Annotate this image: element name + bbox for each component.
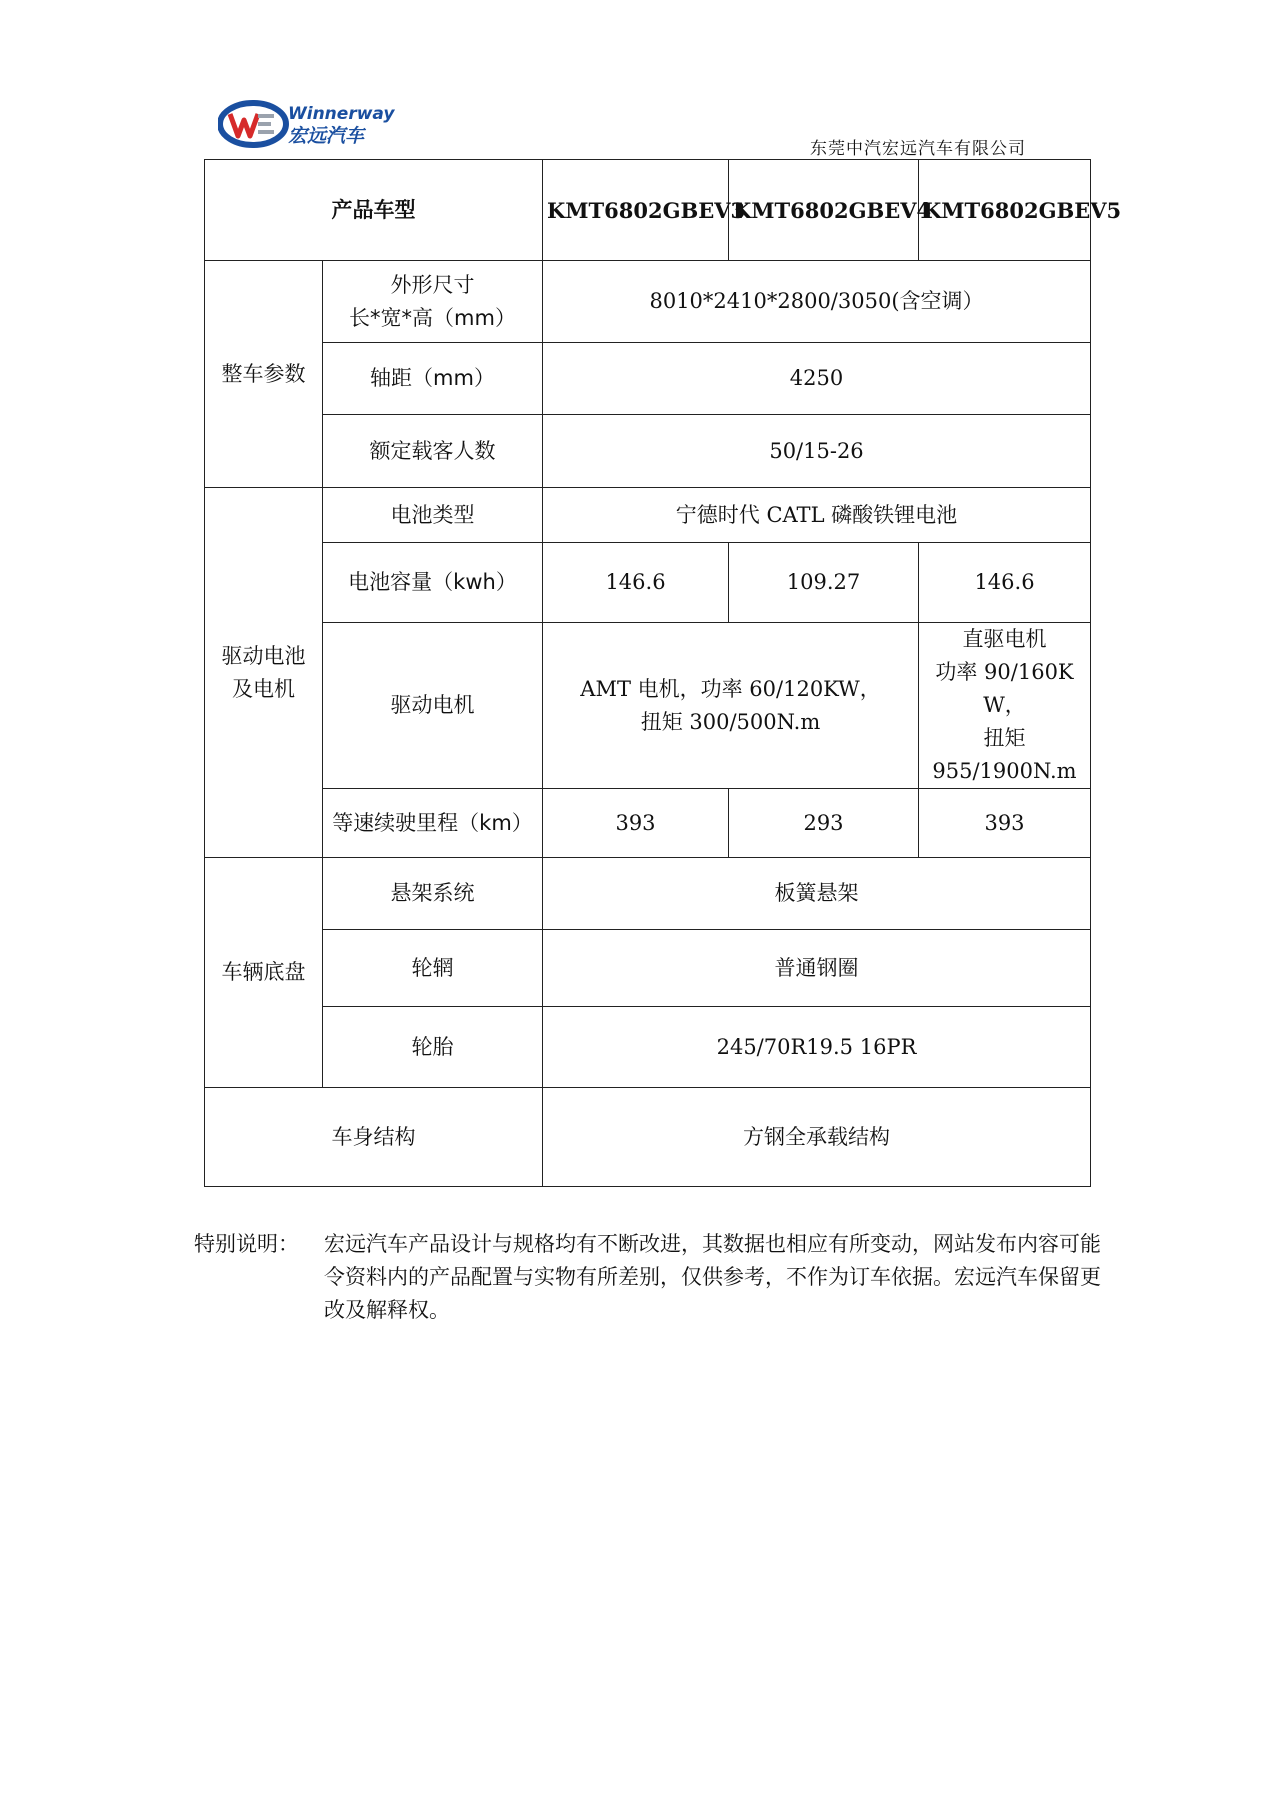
value-motor-v3-v4-line2: 扭矩 300/500N.m xyxy=(640,709,821,734)
category-drive xyxy=(205,488,323,858)
header-model-v3: KMT6802GBEV3 xyxy=(543,160,729,261)
label-range: 等速续驶里程（km） xyxy=(323,789,543,858)
value-motor-v5-line2: 功率 90/160KW， xyxy=(935,660,1074,717)
special-note-label: 特别说明： xyxy=(194,1232,299,1256)
value-motor-v3-v4-line1: AMT 电机，功率 60/120KW， xyxy=(580,676,881,701)
value-suspension: 板簧悬架 xyxy=(543,858,1091,930)
label-dimensions-line2: 长*宽*高（mm） xyxy=(349,305,516,330)
value-capacity-v3: 146.6 xyxy=(543,543,729,623)
table-row-dimensions xyxy=(205,261,1091,343)
value-capacity-v5: 146.6 xyxy=(919,543,1091,623)
value-motor-v3-v4 xyxy=(543,623,919,789)
header-model-v5: KMT6802GBEV5 xyxy=(919,160,1091,261)
label-motor: 驱动电机 xyxy=(323,623,543,789)
table-row-rim xyxy=(205,930,1091,1007)
label-dimensions-line1: 外形尺寸 xyxy=(390,272,475,297)
table-row-tire xyxy=(205,1007,1091,1088)
value-rim: 普通钢圈 xyxy=(543,930,1091,1007)
table-row-capacity xyxy=(205,543,1091,623)
table-row-battery-type xyxy=(205,488,1091,543)
header-product-model: 产品车型 xyxy=(205,160,543,261)
value-battery-type: 宁德时代 CATL 磷酸铁锂电池 xyxy=(543,488,1091,543)
value-range-v4: 293 xyxy=(729,789,919,858)
table-row-passengers xyxy=(205,415,1091,488)
value-motor-v5-line1: 直驱电机 xyxy=(962,627,1047,651)
label-capacity: 电池容量（kwh） xyxy=(323,543,543,623)
logo-brand-cn: 宏远汽车 xyxy=(288,125,365,147)
special-note-text: 宏远汽车产品设计与规格均有不断改进，其数据也相应有所变动，网站发布内容可能令资料内的产品配置与实物有所差别，仅供参考，不作为订车依据。宏远汽车保留更改及解释权。 xyxy=(324,1232,1101,1322)
logo-brand-en: Winnerway xyxy=(288,104,395,124)
table-row-range xyxy=(205,789,1091,858)
company-name: 东莞中汽宏远汽车有限公司 xyxy=(810,139,1026,159)
value-passengers: 50/15-26 xyxy=(543,415,1091,488)
category-vehicle: 整车参数 xyxy=(205,261,323,488)
value-capacity-v4: 109.27 xyxy=(729,543,919,623)
table-row-motor xyxy=(205,623,1091,789)
header-model-v4: KMT6802GBEV4 xyxy=(729,160,919,261)
label-rim: 轮辋 xyxy=(323,930,543,1007)
table-row-header xyxy=(205,160,1091,261)
category-chassis: 车辆底盘 xyxy=(205,858,323,1088)
value-tire: 245/70R19.5 16PR xyxy=(543,1007,1091,1088)
value-dimensions: 8010*2410*2800/3050(含空调） xyxy=(543,261,1091,343)
special-note xyxy=(194,1228,1104,1327)
label-body-structure: 车身结构 xyxy=(205,1088,543,1187)
label-battery-type: 电池类型 xyxy=(323,488,543,543)
value-body-structure: 方钢全承载结构 xyxy=(543,1088,1091,1187)
value-range-v3: 393 xyxy=(543,789,729,858)
label-dimensions xyxy=(323,261,543,343)
category-drive-line2: 及电机 xyxy=(232,676,295,701)
value-wheelbase: 4250 xyxy=(543,343,1091,415)
value-motor-v5 xyxy=(919,623,1091,789)
table-row-suspension xyxy=(205,858,1091,930)
label-tire: 轮胎 xyxy=(323,1007,543,1088)
table-row-wheelbase xyxy=(205,343,1091,415)
category-drive-line1: 驱动电池 xyxy=(221,643,306,668)
label-passengers: 额定载客人数 xyxy=(323,415,543,488)
label-suspension: 悬架系统 xyxy=(323,858,543,930)
value-motor-v5-line3: 扭矩 xyxy=(983,726,1026,750)
table-row-body xyxy=(205,1088,1091,1187)
winnerway-logo xyxy=(218,98,418,150)
value-motor-v5-line4: 955/1900N.m xyxy=(932,759,1077,783)
value-range-v5: 393 xyxy=(919,789,1091,858)
label-wheelbase: 轴距（mm） xyxy=(323,343,543,415)
winnerway-logo-mark xyxy=(218,98,418,150)
spec-table xyxy=(204,159,1122,1187)
